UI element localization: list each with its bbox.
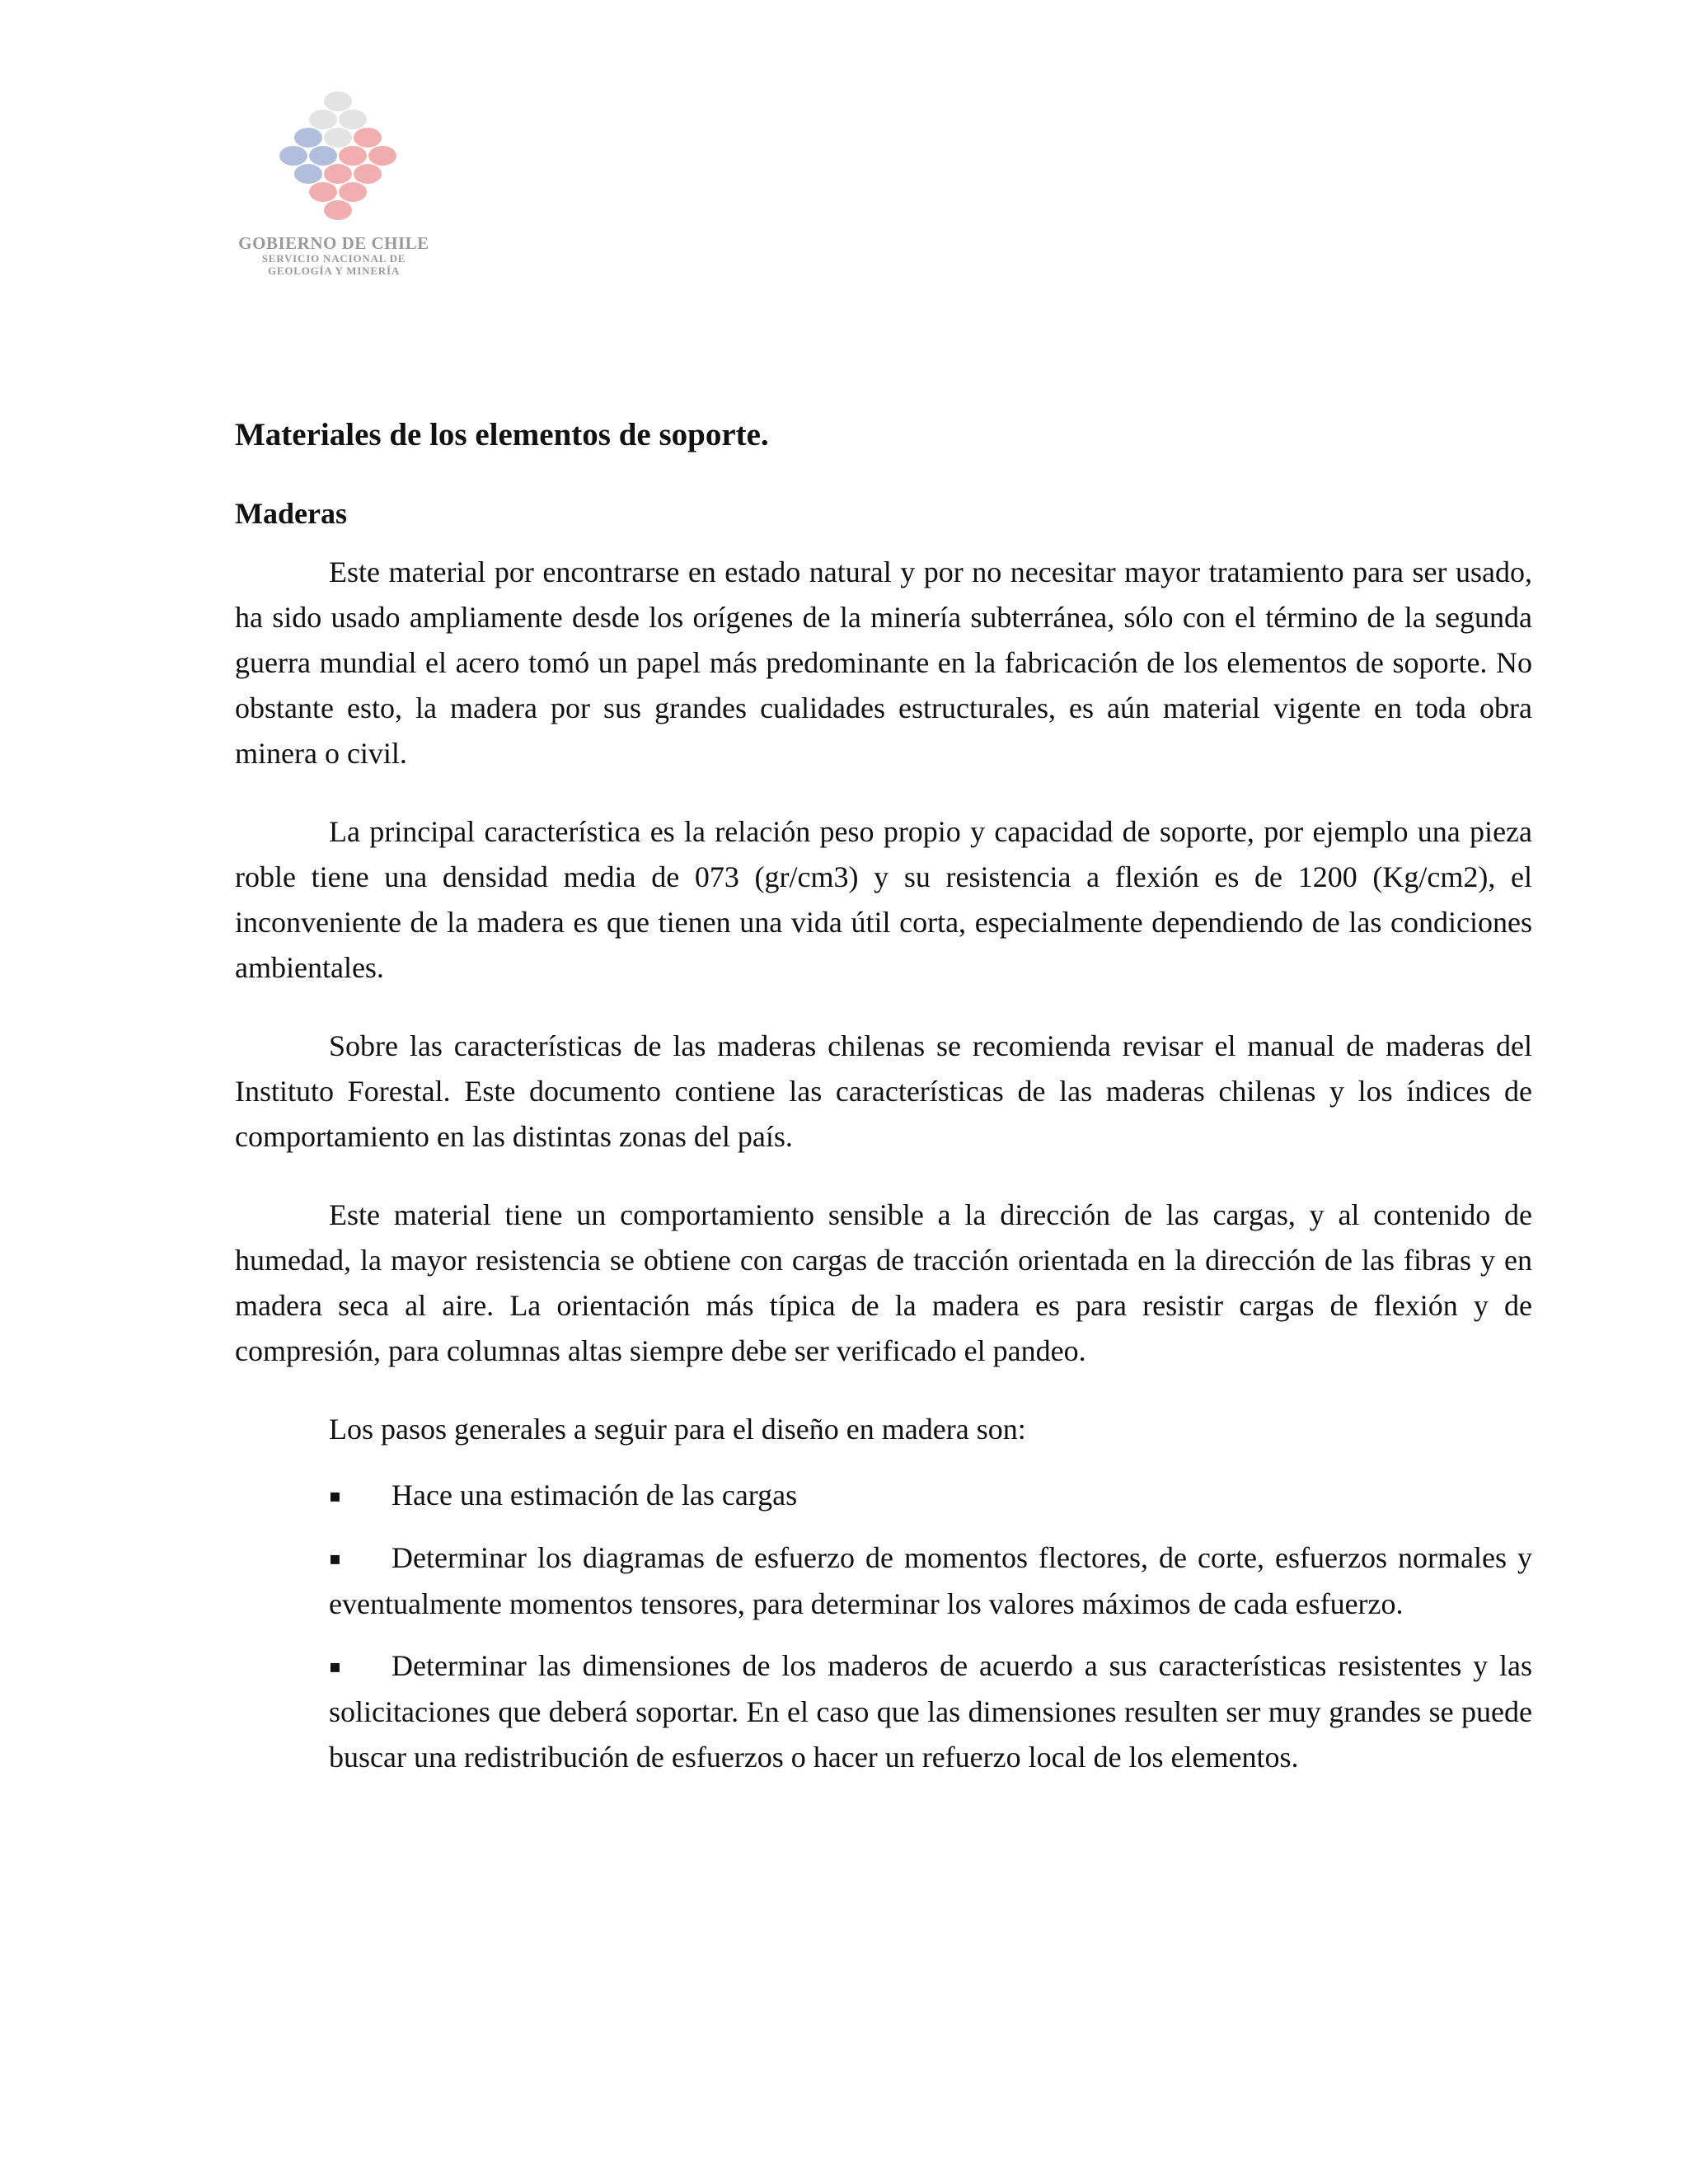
bullet-icon: ▪ xyxy=(329,1548,341,1569)
steps-intro: Los pasos generales a seguir para el diseño en madera son: xyxy=(329,1412,1026,1446)
paragraph: Este material por encontrarse en estado natural y por no necesitar mayor tratamiento para ser usado, ha sido usado ampliamente desde los orígenes de la minería subterránea, sólo con el término de la segunda guerra mundial el acero tomó un papel más predominante en la fabricación de los elementos de soporte. No obstante esto, la madera por sus grandes cualidades estructurales, es aún material vigente en toda obra minera o civil. xyxy=(235,555,1532,770)
logo-blob xyxy=(324,91,352,111)
paragraph: La principal característica es la relación peso propio y capacidad de soporte, por ejemplo una pieza roble tiene una densidad media de 073 (gr/cm3) y su resistencia a flexión es de 1200 (Kg/cm2), el inconveniente de la madera es que tienen una vida útil corta, especialmente dependiendo de las condiciones ambientales. xyxy=(235,814,1532,984)
list-item xyxy=(329,1535,1532,1627)
logo-line-2: SERVICIO NACIONAL DE xyxy=(261,252,406,265)
list-item xyxy=(329,1643,1532,1780)
logo-blob xyxy=(324,200,352,220)
logo-blob xyxy=(294,128,322,148)
logo-blob xyxy=(324,164,352,184)
logo-blob xyxy=(354,128,382,148)
government-logo xyxy=(231,87,445,293)
logo-blob xyxy=(339,146,367,166)
bullet-icon: ▪ xyxy=(329,1485,341,1507)
logo-blob xyxy=(339,110,367,129)
section-heading: Maderas xyxy=(235,496,347,530)
list-item-text: Determinar los diagramas de esfuerzo de momentos flectores, de corte, esfuerzos normales y eventualmente momentos tensores, para determinar los valores máximos de cada esfuerzo. xyxy=(329,1540,1532,1620)
bullet-icon: ▪ xyxy=(329,1656,341,1677)
list-item-text: Determinar las dimensiones de los maderos de acuerdo a sus características resistentes y las solicitaciones que deberá soportar. En el caso que las dimensiones resulten ser muy grandes se puede buscar una redistribución de esfuerzos o hacer un refuerzo local de los elementos. xyxy=(329,1648,1532,1774)
logo-blob xyxy=(368,146,396,166)
list-item xyxy=(329,1473,1532,1519)
logo-blob xyxy=(294,164,322,184)
logo-blob xyxy=(324,128,352,148)
logo-line-1: GOBIERNO DE CHILE xyxy=(238,233,429,253)
document-title: Materiales de los elementos de soporte. xyxy=(235,417,769,452)
logo-blob xyxy=(339,182,367,202)
logo-blob xyxy=(279,146,307,166)
logo-line-3: GEOLOGÍA Y MINERÍA xyxy=(267,265,401,278)
steps-list xyxy=(235,1473,1532,1780)
logo-mark-icon xyxy=(264,87,412,231)
logo-blob xyxy=(309,182,337,202)
logo-blob xyxy=(309,110,337,129)
logo-blob xyxy=(354,164,382,184)
paragraph: Sobre las características de las maderas chilenas se recomienda revisar el manual de maderas del Instituto Forestal. Este documento contiene las características de las maderas chilenas y los índices de comportamiento en las distintas zonas del país. xyxy=(235,1029,1532,1153)
logo-blob xyxy=(309,146,337,166)
document-body xyxy=(235,416,1532,1797)
logo-text xyxy=(231,233,437,278)
paragraph: Este material tiene un comportamiento sensible a la dirección de las cargas, y al contenido de humedad, la mayor resistencia se obtiene con cargas de tracción orientada en la dirección de las fibras y en madera seca al aire. La orientación más típica de la madera es para resistir cargas de flexión y de compresión, para columnas altas siempre debe ser verificado el pandeo. xyxy=(235,1197,1532,1367)
list-item-text: Hace una estimación de las cargas xyxy=(392,1478,798,1511)
